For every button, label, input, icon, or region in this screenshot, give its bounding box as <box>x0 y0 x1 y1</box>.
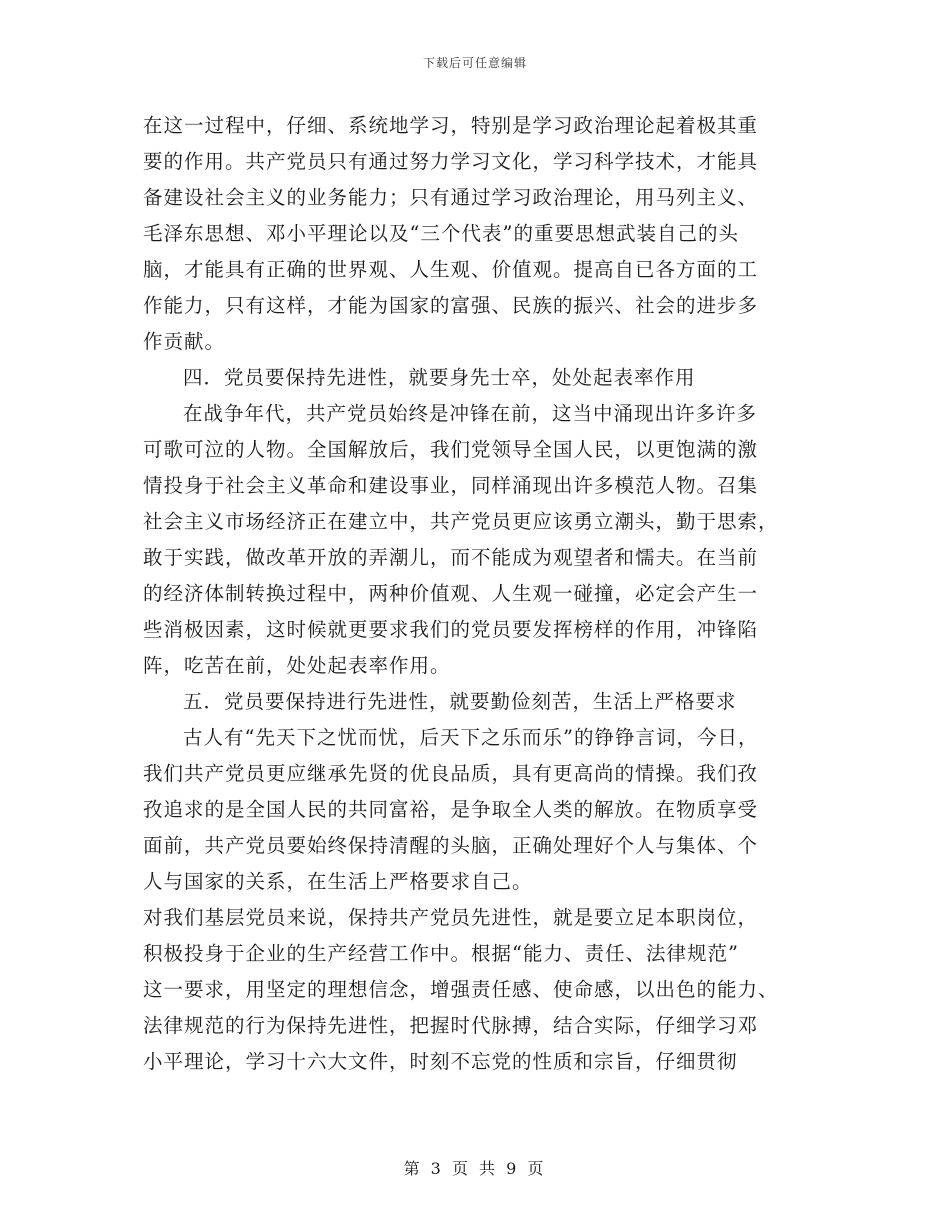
text-line-15: 些消极因素，这时候就更要求我们的党员要发挥榜样的作用，冲锋陷 <box>143 618 759 641</box>
text-line-20: 孜追求的是全国人民的共同富裕，是争取全人类的解放。在物质享受 <box>143 798 759 821</box>
page-header: 下载后可任意编辑 <box>422 56 527 70</box>
text-line-22: 人与国家的关系，在生活上严格要求自己。 <box>143 870 533 893</box>
text-line-18: 古人有“先天下之忧而忧，后天下之乐而乐”的铮铮言词，今日， <box>183 726 759 749</box>
text-line-12: 社会主义市场经济正在建立中，共产党员更应该勇立潮头，勤于思索， <box>143 510 779 533</box>
text-line-10: 可歌可泣的人物。全国解放后，我们党领导全国人民，以更饱满的激 <box>143 438 759 461</box>
text-line-16: 阵，吃苦在前，处处起表率作用。 <box>143 654 451 677</box>
text-line-26: 法律规范的行为保持先进性，把握时代脉搏，结合实际，仔细学习邓 <box>143 1014 759 1037</box>
text-line-27: 小平理论，学习十六大文件，时刻不忘党的性质和宗旨，仔细贯彻 <box>143 1050 738 1073</box>
text-line-7: 作贡献。 <box>143 330 226 353</box>
text-line-13: 敢于实践，做改革开放的弄潮儿，而不能成为观望者和懦夫。在当前 <box>143 546 759 569</box>
text-line-11: 情投身于社会主义革命和建设事业，同样涌现出许多模范人物。召集 <box>143 474 759 497</box>
text-line-14: 的经济体制转换过程中，两种价值观、人生观一碰撞，必定会产生一 <box>143 582 759 605</box>
text-line-25: 这一要求，用坚定的理想信念，增强责任感、使命感，以出色的能力、 <box>143 978 779 1001</box>
text-line-5: 脑，才能具有正确的世界观、人生观、价值观。提高自已各方面的工 <box>143 258 759 281</box>
text-line-21: 面前，共产党员要始终保持清醒的头脑，正确处理好个人与集体、个 <box>143 834 759 857</box>
text-line-23: 对我们基层党员来说，保持共产党员先进性，就是要立足本职岗位， <box>143 906 759 929</box>
page-footer: 第 3 页 共 9 页 <box>403 1159 547 1178</box>
text-line-2: 要的作用。共产党员只有通过努力学习文化，学习科学技术，才能具 <box>143 150 759 173</box>
text-line-9: 在战争年代，共产党员始终是冲锋在前，这当中涌现出许多许多 <box>183 402 758 425</box>
section-heading-5: 五．党员要保持进行先进性，就要勤俭刻苦，生活上严格要求 <box>183 690 737 713</box>
text-line-6: 作能力，只有这样，才能为国家的富强、民族的振兴、社会的进步多 <box>143 294 759 317</box>
text-line-24: 积极投身于企业的生产经营工作中。根据“能力、责任、法律规范” <box>143 942 739 965</box>
section-heading-4: 四．党员要保持先进性，就要身先士卒，处处起表率作用 <box>183 366 696 389</box>
text-line-1: 在这一过程中，仔细、系统地学习，特别是学习政治理论起着极其重 <box>143 114 759 137</box>
text-line-3: 备建设社会主义的业务能力；只有通过学习政治理论，用马列主义、 <box>143 186 759 209</box>
text-line-4: 毛泽东思想、邓小平理论以及“三个代表”的重要思想武装自己的头 <box>143 222 739 245</box>
text-line-19: 我们共产党员更应继承先贤的优良品质，具有更高尚的情操。我们孜 <box>143 762 759 785</box>
